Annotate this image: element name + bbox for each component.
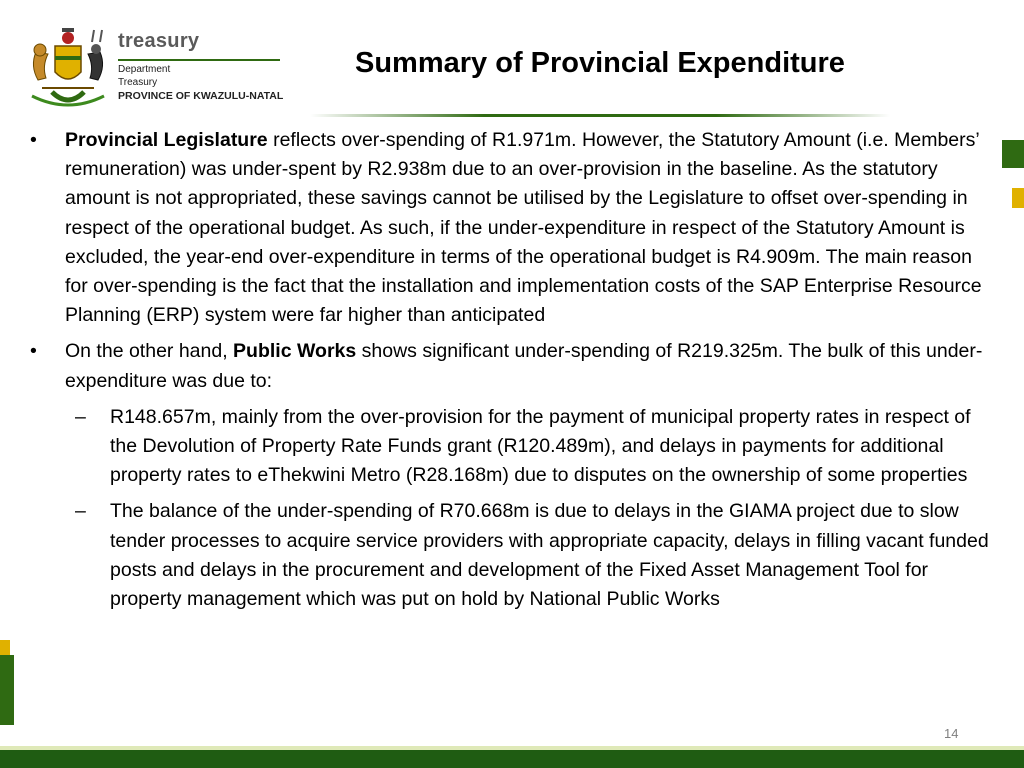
coat-of-arms-icon	[22, 22, 114, 110]
bullet-public-works	[30, 337, 998, 395]
bullet-glyph: •	[30, 340, 37, 363]
bullet-bold-text: Public Works	[233, 340, 357, 363]
sub-bullet-property-rates	[30, 403, 998, 491]
bullet-text: reflects over-spending of R1.971m. However, the Statutory Amount (i.e. Members’ remuneration) was under-spent by R2.938m due to an over-provision in the baseline. As the statutory amount is not appropriated, these savings cannot be utilised by the Legislature to offset over-spending in respect of the operational budget. As such, if the under-expenditure in respect of the Statutory Amount is excluded, the year-end over-expenditure in terms of the operational budget is R4.909m. The main reason for over-spending is the fact that the installation and implementation costs of the SAP Enterprise Resource Planning (ERP) system were far higher than anticipated	[65, 129, 982, 327]
sub-bullet-text: R148.657m, mainly from the over-provision for the payment of municipal property rates in respect of the Devolution of Property Rate Funds grant (R120.489m), and delays in payments for additional property rates to eThekwini Metro (R28.168m) due to disputes on the ownership of some properties	[110, 405, 971, 487]
logo-department: Department	[118, 64, 171, 75]
bullet-text-prefix: On the other hand,	[65, 340, 234, 363]
bullet-bold-text: Provincial Legislature	[65, 129, 268, 151]
logo-divider	[118, 59, 280, 61]
title-underline	[310, 114, 890, 117]
slide-body	[30, 126, 998, 621]
logo-province: PROVINCE OF KWAZULU-NATAL	[118, 90, 284, 102]
right-flag-decoration	[1002, 140, 1024, 168]
bullet-text: shows significant under-spending of R219.325m. The bulk of this under-expenditure was due to:	[65, 340, 983, 392]
right-flag-decoration-yellow	[1012, 188, 1024, 208]
bullet-provincial-legislature	[30, 126, 998, 330]
sub-bullet-text: The balance of the under-spending of R70.668m is due to delays in the GIAMA project due to slow tender processes to acquire service providers with appropriate capacity, delays in filling vacant funded posts and delays in the procurement and development of the Fixed Asset Management Tool for property management which was put on hold by National Public Works	[110, 500, 989, 611]
dash-glyph: –	[75, 500, 86, 523]
treasury-logo	[22, 22, 302, 110]
bottom-green-stripe	[0, 750, 1024, 768]
slide-title: Summary of Provincial Expenditure	[355, 47, 845, 79]
dash-glyph: –	[75, 405, 86, 428]
bullet-glyph: •	[30, 129, 37, 151]
sub-bullet-giama-balance	[30, 497, 998, 614]
logo-wordmark: treasury	[118, 30, 200, 52]
left-flag-decoration	[0, 655, 14, 725]
logo-treasury: Treasury	[118, 77, 158, 88]
page-number: 14	[944, 726, 959, 741]
